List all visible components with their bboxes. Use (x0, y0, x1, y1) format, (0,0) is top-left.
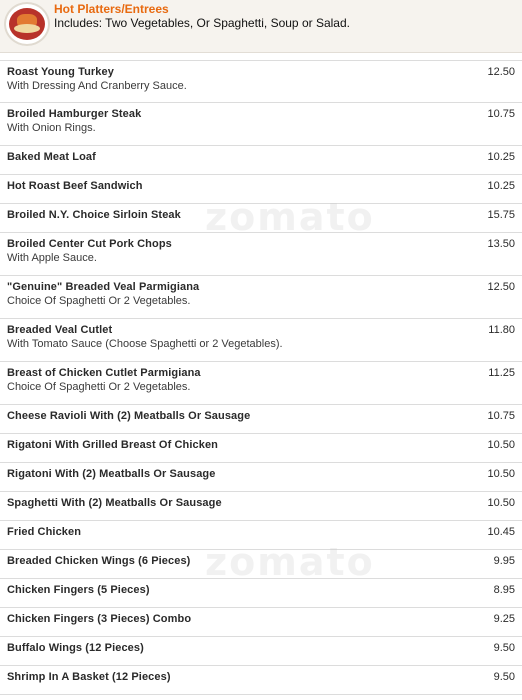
menu-item-row (0, 579, 522, 608)
menu-item-price: 10.50 (487, 497, 515, 509)
menu-item-row (0, 434, 522, 463)
menu-item-row (0, 666, 522, 695)
menu-item-name: "Genuine" Breaded Veal Parmigiana (7, 281, 200, 293)
menu-item-row (0, 405, 522, 434)
menu-item-row (0, 103, 522, 146)
menu-item-row (0, 637, 522, 666)
watermark: zomato (205, 195, 375, 239)
menu-item-description: With Apple Sauce. (7, 252, 97, 264)
menu-item-price: 10.75 (487, 410, 515, 422)
menu-item-name: Broiled Center Cut Pork Chops (7, 238, 172, 250)
menu-section-header (0, 0, 522, 53)
menu-item-price: 9.50 (493, 671, 515, 683)
menu-item-price: 12.50 (487, 281, 515, 293)
menu-item-row (0, 204, 522, 233)
menu-item-description: With Dressing And Cranberry Sauce. (7, 80, 187, 92)
menu-item-name: Breast of Chicken Cutlet Parmigiana (7, 367, 201, 379)
menu-item-row (0, 362, 522, 405)
menu-item-name: Chicken Fingers (5 Pieces) (7, 584, 150, 596)
menu-item-price: 9.25 (493, 613, 515, 625)
menu-item-row (0, 175, 522, 204)
menu-item-description: Choice Of Spaghetti Or 2 Vegetables. (7, 381, 191, 393)
menu-item-description: With Onion Rings. (7, 122, 96, 134)
menu-item-price: 8.95 (493, 584, 515, 596)
menu-item-price: 9.95 (493, 555, 515, 567)
menu-item-price: 10.25 (487, 180, 515, 192)
menu-item-name: Breaded Veal Cutlet (7, 324, 113, 336)
menu-item-row (0, 276, 522, 319)
menu-item-row (0, 463, 522, 492)
menu-item-name: Baked Meat Loaf (7, 151, 96, 163)
menu-item-row (0, 60, 522, 103)
menu-item-price: 11.25 (488, 367, 515, 379)
menu-item-name: Rigatoni With Grilled Breast Of Chicken (7, 439, 218, 451)
menu-item-name: Breaded Chicken Wings (6 Pieces) (7, 555, 191, 567)
menu-item-price: 9.50 (493, 642, 515, 654)
menu-item-price: 10.75 (487, 108, 515, 120)
menu-item-name: Broiled N.Y. Choice Sirloin Steak (7, 209, 181, 221)
menu-item-name: Buffalo Wings (12 Pieces) (7, 642, 144, 654)
menu-item-name: Roast Young Turkey (7, 66, 114, 78)
menu-item-price: 10.25 (487, 151, 515, 163)
menu-item-name: Chicken Fingers (3 Pieces) Combo (7, 613, 192, 625)
section-title: Hot Platters/Entrees (54, 2, 169, 16)
menu-item-description: With Tomato Sauce (Choose Spaghetti or 2 Vegetables). (7, 338, 283, 350)
menu-item-description: Choice Of Spaghetti Or 2 Vegetables. (7, 295, 191, 307)
menu-item-price: 10.50 (487, 468, 515, 480)
menu-item-name: Fried Chicken (7, 526, 82, 538)
menu-item-name: Hot Roast Beef Sandwich (7, 180, 143, 192)
menu-item-name: Shrimp In A Basket (12 Pieces) (7, 671, 171, 683)
menu-item-name: Rigatoni With (2) Meatballs Or Sausage (7, 468, 216, 480)
menu-item-price: 10.50 (487, 439, 515, 451)
plate-icon (4, 2, 50, 46)
menu-item-row (0, 550, 522, 579)
menu-item-price: 15.75 (487, 209, 515, 221)
menu-item-price: 11.80 (488, 324, 515, 336)
menu-item-row (0, 233, 522, 276)
menu-item-price: 12.50 (487, 66, 515, 78)
menu-item-price: 13.50 (487, 238, 515, 250)
menu-item-price: 10.45 (487, 526, 515, 538)
menu-item-row (0, 319, 522, 362)
menu-item-name: Cheese Ravioli With (2) Meatballs Or Sausage (7, 410, 251, 422)
menu-item-name: Spaghetti With (2) Meatballs Or Sausage (7, 497, 222, 509)
menu-item-row (0, 146, 522, 175)
menu-item-row (0, 521, 522, 550)
watermark: zomato (205, 540, 375, 584)
menu-item-row (0, 608, 522, 637)
section-subtitle: Includes: Two Vegetables, Or Spaghetti, Soup or Salad. (54, 16, 350, 30)
menu-item-row (0, 492, 522, 521)
menu-item-list (0, 60, 522, 695)
menu-item-name: Broiled Hamburger Steak (7, 108, 142, 120)
